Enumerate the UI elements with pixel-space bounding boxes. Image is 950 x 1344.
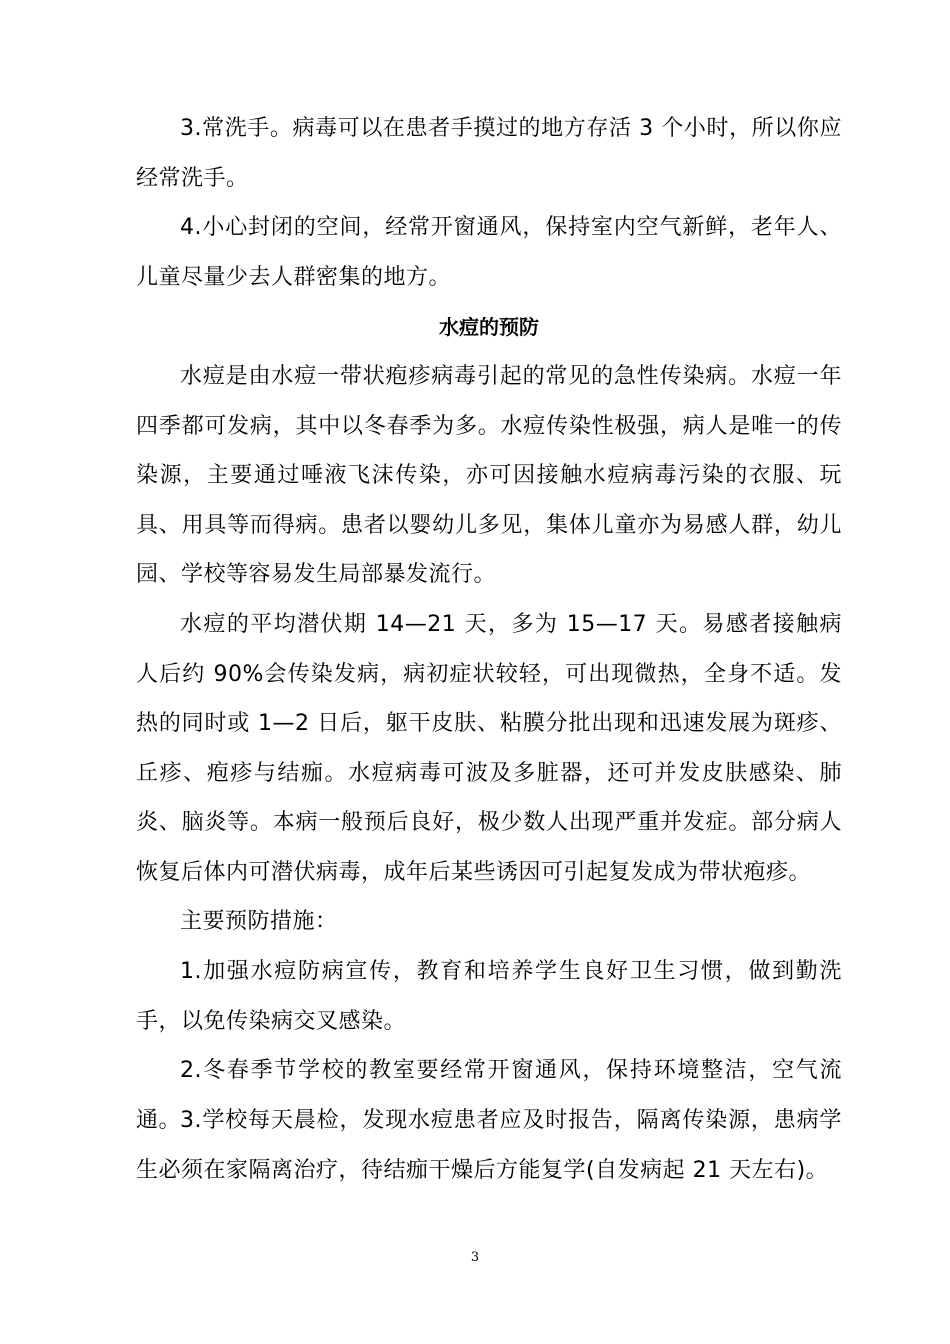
paragraph-measure-2: 2.冬春季节学校的教室要经常开窗通风，保持环境整洁，空气流通。 <box>136 1058 842 1133</box>
page-number: 3 <box>470 1250 480 1265</box>
paragraph-handwashing: 3.常洗手。病毒可以在患者手摸过的地方存活 3 个小时，所以你应经常洗手。 <box>136 116 842 191</box>
paragraph-ventilation: 4.小心封闭的空间，经常开窗通风，保持室内空气新鲜，老年人、儿童尽量少去人群密集的地方。 <box>136 215 842 290</box>
paragraph-chickenpox-intro: 水痘是由水痘一带状疱疹病毒引起的常见的急性传染病。水痘一年四季都可发病，其中以冬春季为多。水痘传染性极强，病人是唯一的传染源，主要通过唾液飞沫传染，亦可因接触水痘病毒污染的衣服、玩具、用具等而得病。患者以婴幼儿多见，集体儿童亦为易感人群，幼儿园、学校等容易发生局部暴发流行。 <box>136 364 842 587</box>
paragraph-measure-1: 1.加强水痘防病宣传，教育和培养学生良好卫生习惯，做到勤洗手，以免传染病交叉感染。 <box>136 959 842 1034</box>
paragraph-measure-3: 3.学校每天晨检，发现水痘患者应及时报告，隔离传染源，患病学生必须在家隔离治疗，待结痂干燥后方能复学(自发病起 21 天左右)。 <box>136 1108 842 1183</box>
section-title: 水痘的预防 <box>439 315 539 339</box>
paragraph-incubation: 水痘的平均潜伏期 14—21 天，多为 15—17 天。易感者接触病人后约 90%会传染发病，病初症状较轻，可出现微热，全身不适。发热的同时或 1—2 日后，躯干皮肤、粘膜分批出现和迅速发展为斑疹、丘疹、疱疹与结痂。水痘病毒可波及多脏器，还可并发皮肤感染、肺炎、脑炎等。本病一般预后良好，极少数人出现严重并发症。部分病人恢复后体内可潜伏病毒，成年后某些诱因可引起复发成为带状疱疹。 <box>136 612 842 885</box>
paragraph-measures-heading: 主要预防措施： <box>180 909 338 934</box>
